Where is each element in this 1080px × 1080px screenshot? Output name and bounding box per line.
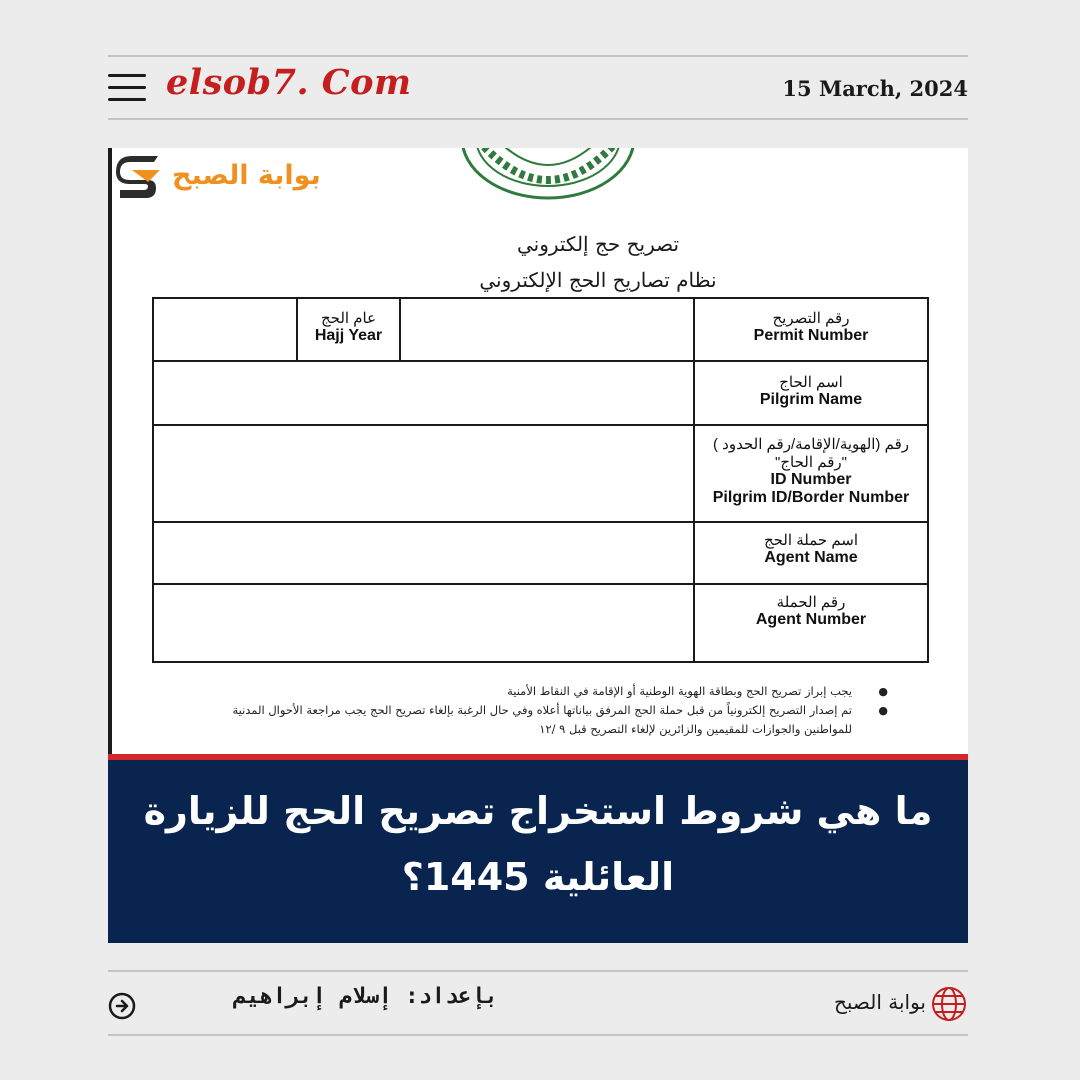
site-logo[interactable]: elsob7. Com [166, 62, 412, 103]
menu-icon[interactable] [108, 74, 146, 102]
brand-watermark [114, 154, 344, 206]
source-name[interactable]: بوابة الصبح [833, 990, 926, 1014]
id-number-label: رقم (الهوية/الإقامة/رقم الحدود ) "رقم الحاج" ID Number Pilgrim ID/Border Number [712, 436, 910, 506]
brand-s-icon [114, 154, 166, 206]
publish-date: 15 March, 2024 [782, 76, 968, 101]
author-credit: بإعداد: إسلام إبراهيم [233, 984, 498, 1009]
note-item: ● يجب إبراز تصريح الحج وبطاقة الهوية الوطنية أو الإقامة في النقاط الأمنية [198, 682, 888, 701]
article-image [108, 148, 968, 760]
document-title: تصريح حج إلكتروني [516, 232, 680, 256]
document-subtitle: نظام تصاريح الحج الإلكتروني [479, 268, 717, 292]
header-divider [108, 118, 968, 120]
pilgrim-name-label: اسم الحاج Pilgrim Name [759, 374, 863, 408]
permit-form-table [152, 297, 929, 663]
headline-banner [108, 760, 968, 943]
article-headline[interactable]: ما هي شروط استخراج تصريح الحج للزيارة العائلية 1445؟ [143, 789, 933, 899]
saudi-emblem-icon [448, 148, 648, 220]
permit-notes [198, 682, 888, 739]
agent-number-label: رقم الحملة Agent Number [755, 594, 867, 628]
brand-logo-text: بوابة الصبح [172, 160, 321, 191]
hajj-year-label: عام الحج Hajj Year [314, 310, 383, 344]
globe-icon [930, 985, 968, 1023]
note-item: ● تم إصدار التصريح إلكترونياً من قبل حملة الحج المرفق بياناتها أعلاه وفي حال الرغبة بإلغاء تصريح الحج يجب مراجعة الأحوال المدنية للمواطنين والجوازات للمقيمين والزائرين لإلغاء التصريح قبل ٩ /١٢ [198, 701, 888, 739]
footer-divider-top [108, 970, 968, 972]
permit-number-label: رقم التصريح Permit Number [753, 310, 869, 344]
footer-divider-bottom [108, 1034, 968, 1036]
agent-name-label: اسم حملة الحج Agent Name [763, 532, 859, 566]
arrow-circle-icon [108, 992, 136, 1020]
image-border [108, 148, 112, 760]
top-divider [108, 55, 968, 57]
